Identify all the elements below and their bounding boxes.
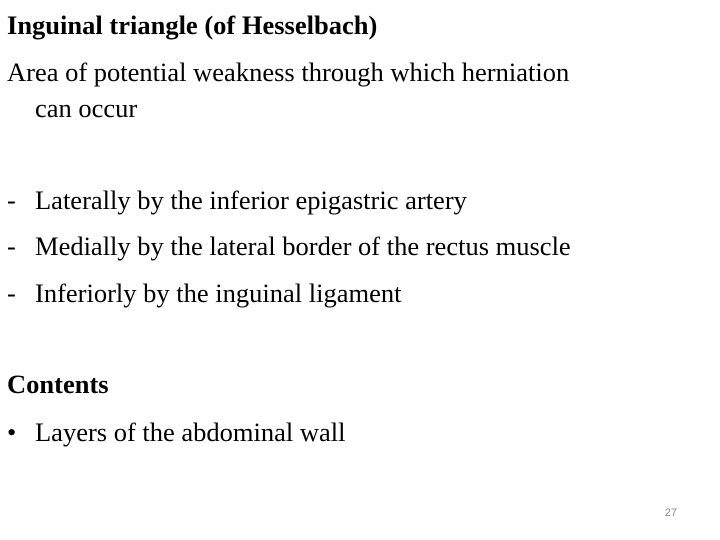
contents-heading: Contents — [7, 369, 109, 399]
intro-text-line-1: Area of potential weakness through which herniation — [7, 57, 570, 87]
slide-heading: Inguinal triangle (of Hesselbach) — [7, 10, 378, 40]
dash-marker: - — [7, 185, 16, 215]
contents-item-text: Layers of the abdominal wall — [35, 417, 346, 447]
page-number: 27 — [664, 507, 677, 519]
dash-marker: - — [7, 278, 16, 308]
boundary-inferior-text: Inferiorly by the inguinal ligament — [35, 278, 402, 308]
intro-text-line-2: can occur — [35, 93, 138, 123]
dash-marker: - — [7, 231, 16, 261]
boundary-medial-text: Medially by the lateral border of the rectus muscle — [35, 231, 571, 261]
bullet-marker: • — [7, 417, 17, 447]
boundary-lateral-text: Laterally by the inferior epigastric artery — [35, 185, 467, 215]
